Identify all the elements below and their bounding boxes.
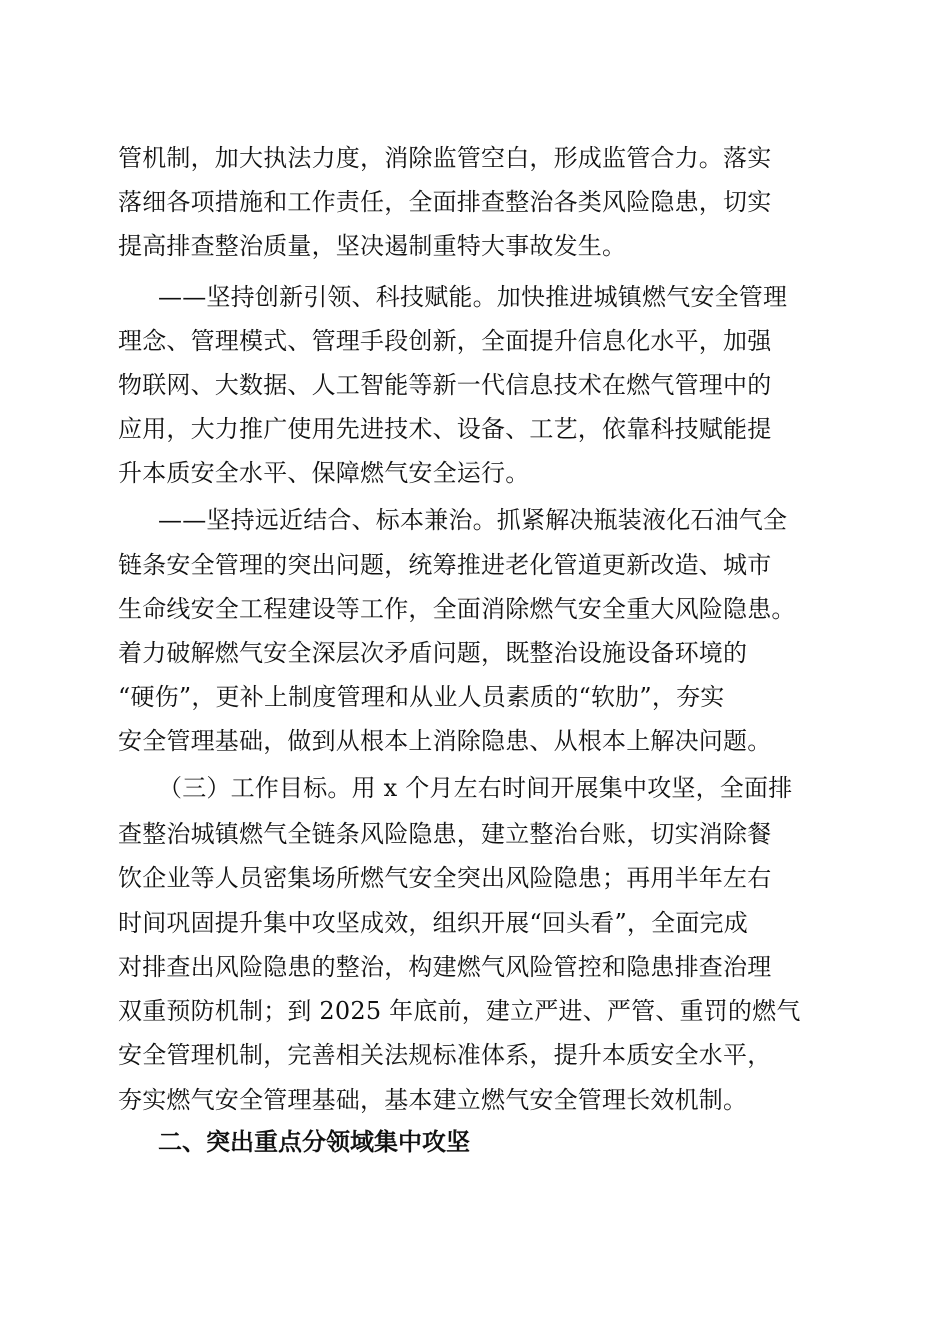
body-line-5: 理念、管理模式、管理手段创新，全面提升信息化水平，加强 (118, 327, 772, 355)
body-line-16: 查整治城镇燃气全链条风险隐患，建立整治台账，切实消除餐 (118, 820, 772, 848)
body-line-17: 饮企业等人员密集场所燃气安全突出风险隐患；再用半年左右 (118, 864, 772, 892)
body-line-13: “硬伤”，更补上制度管理和从业人员素质的“软肋”，夯实 (118, 683, 725, 711)
body-line-6: 物联网、大数据、人工智能等新一代信息技术在燃气管理中的 (118, 371, 772, 399)
body-line-4: ——坚持创新引领、科技赋能。加快推进城镇燃气安全管理 (158, 283, 788, 311)
body-line-3: 提高排查整治质量，坚决遏制重特大事故发生。 (118, 232, 627, 260)
body-line-22: 夯实燃气安全管理基础，基本建立燃气安全管理长效机制。 (118, 1086, 748, 1114)
body-line-8: 升本质安全水平、保障燃气安全运行。 (118, 459, 530, 487)
body-line-14: 安全管理基础，做到从根本上消除隐患、从根本上解决问题。 (118, 727, 772, 755)
section-heading: 二、突出重点分领域集中攻坚 (158, 1128, 470, 1156)
body-line-7: 应用，大力推广使用先进技术、设备、工艺，依靠科技赋能提 (118, 415, 772, 443)
body-line-21: 安全管理机制，完善相关法规标准体系，提升本质安全水平， (118, 1041, 772, 1069)
body-line-9: ——坚持远近结合、标本兼治。抓紧解决瓶装液化石油气全 (158, 506, 788, 534)
body-line-11: 生命线安全工程建设等工作，全面消除燃气安全重大风险隐患。 (118, 595, 796, 623)
body-line-20: 双重预防机制；到 2025 年底前，建立严进、严管、重罚的燃气 (118, 997, 801, 1025)
body-line-1: 管机制，加大执法力度，消除监管空白，形成监管合力。落实 (118, 144, 772, 172)
body-line-2: 落细各项措施和工作责任，全面排查整治各类风险隐患，切实 (118, 188, 772, 216)
body-line-12: 着力破解燃气安全深层次矛盾问题，既整治设施设备环境的 (118, 639, 748, 667)
body-line-19: 对排查出风险隐患的整治，构建燃气风险管控和隐患排查治理 (118, 953, 772, 981)
body-line-10: 链条安全管理的突出问题，统筹推进老化管道更新改造、城市 (118, 551, 772, 579)
body-line-15: （三）工作目标。用 x 个月左右时间开展集中攻坚，全面排 (158, 774, 793, 802)
body-line-18: 时间巩固提升集中攻坚成效，组织开展“回头看”，全面完成 (118, 909, 748, 937)
